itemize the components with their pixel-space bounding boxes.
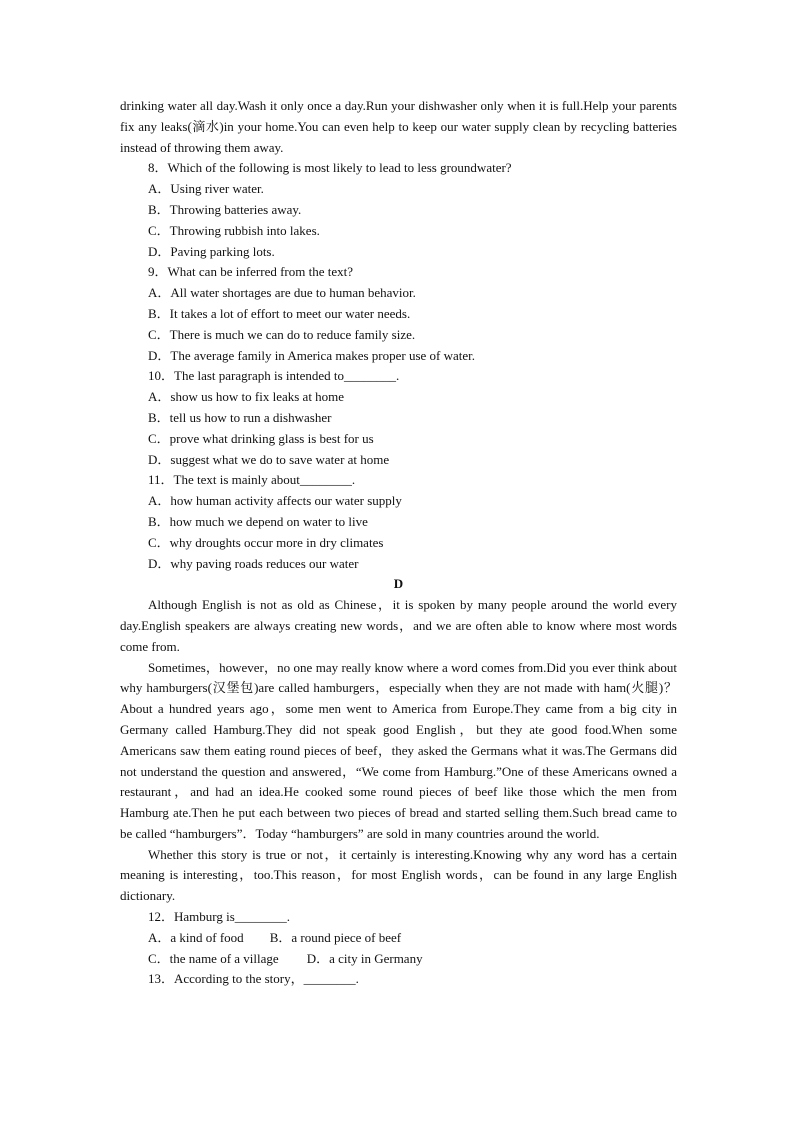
question-9 xyxy=(120,262,677,366)
option-d: D．suggest what we do to save water at home xyxy=(148,451,390,467)
document-page xyxy=(120,96,677,990)
question-stem: 8．Which of the following is most likely to lead to less groundwater? xyxy=(148,160,512,176)
option-a: A．show us how to fix leaks at home xyxy=(148,389,345,405)
question-12 xyxy=(120,907,677,969)
option-a: A．All water shortages are due to human behavior. xyxy=(148,285,416,301)
option-c: C．There is much we can do to reduce family size. xyxy=(148,326,416,342)
option-b: B．a round piece of beef xyxy=(269,929,402,945)
question-13 xyxy=(120,969,677,990)
passage-d-paragraph: Sometimes，however，no one may really know where a word comes from.Did you ever think about why hamburgers(汉堡包)are called hamburgers，especially when they are not made with ham(火腿)？About a hundred years ago，some men went to America from Europe.They came from a big city in Germany called Hamburg.They did not speak good English，but they ate good food.When some Americans saw them eating round pieces of beef，they asked the Germans what it was.The Germans did not understand the question and answered，“We come from Hamburg.”One of these Americans owned a restaurant，and had an idea.He cooked some round pieces of beef like those which the men from Hamburg ate.Then he put each between two pieces of bread and started selling them.Such bread came to be called “hamburgers”．Today “hamburgers” are sold in many countries around the world. xyxy=(120,659,677,841)
passage-c-tail: drinking water all day.Wash it only once a day.Run your dishwasher only when it is full.Help your parents fix any leaks(滴水)in your home.You can even help to keep our water supply clean by recycling batteries instead of throwing them away. xyxy=(120,98,677,155)
option-b: B．how much we depend on water to live xyxy=(148,513,368,529)
question-10 xyxy=(120,366,677,470)
option-d: D．Paving parking lots. xyxy=(148,243,275,259)
section-heading: D xyxy=(393,576,404,592)
passage-d-paragraph: Whether this story is true or not，it certainly is interesting.Knowing why any word has a certain meaning is interesting，too.This reason，for most English words，can be found in any large English dictionary. xyxy=(120,846,677,904)
option-a: A．how human activity affects our water supply xyxy=(148,493,402,509)
option-b: B．It takes a lot of effort to meet our water needs. xyxy=(148,305,411,321)
question-stem: 11．The text is mainly about________. xyxy=(148,472,356,488)
option-c: C．Throwing rubbish into lakes. xyxy=(148,222,320,238)
passage-d-paragraph: Although English is not as old as Chinese，it is spoken by many people around the world every day.English speakers are always creating new words，and we are often able to know where most words come from. xyxy=(120,597,677,654)
question-8 xyxy=(120,158,677,262)
question-stem: 12．Hamburg is________. xyxy=(148,909,291,925)
option-a: A．Using river water. xyxy=(148,181,264,197)
question-11 xyxy=(120,470,677,574)
question-stem: 13．According to the story，________. xyxy=(148,971,359,987)
option-row xyxy=(120,928,677,949)
question-stem: 10．The last paragraph is intended to________. xyxy=(148,368,400,384)
option-c: C．prove what drinking glass is best for us xyxy=(148,430,374,446)
option-c: C．why droughts occur more in dry climates xyxy=(148,534,384,550)
question-stem: 9．What can be inferred from the text? xyxy=(148,264,354,280)
option-d: D．The average family in America makes proper use of water. xyxy=(148,347,476,363)
option-a: A．a kind of food xyxy=(148,929,244,945)
option-d: D．a city in Germany xyxy=(306,950,423,966)
option-d: D．why paving roads reduces our water xyxy=(148,555,359,571)
option-c: C．the name of a village xyxy=(148,950,279,966)
option-b: B．Throwing batteries away. xyxy=(148,201,302,217)
option-row xyxy=(120,949,677,970)
option-b: B．tell us how to run a dishwasher xyxy=(148,409,332,425)
